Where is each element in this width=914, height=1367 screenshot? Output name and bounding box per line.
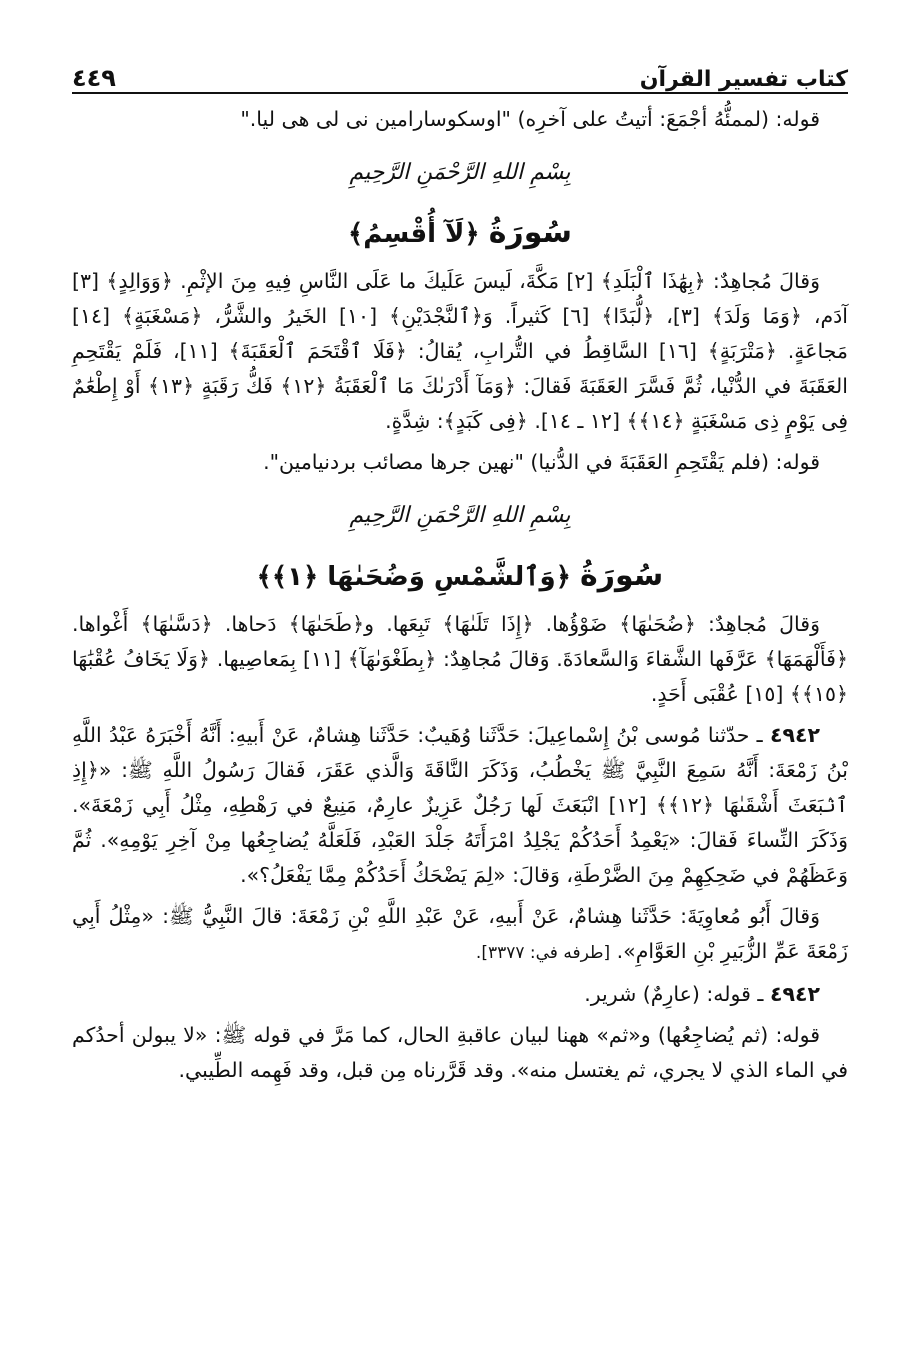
- surah-word: سُورَةُ: [580, 558, 664, 593]
- hadith-number: ٤٩٤٢: [769, 982, 820, 1006]
- commentary-paragraph: قوله: (ثم يُضاجِعُها) و«ثم» ههنا لبيان عاقبةِ الحال، كما مَرَّ في قوله ﷺ: «لا يبولن أحدُكم في الماء الذي لا يجري، ثم يغتسل منه». وقد قَرَّرناه مِن قبل، وقد فَهِمه الطِّيبي.: [72, 1023, 848, 1082]
- basmala-heading: بِسْمِ اللهِ الرَّحْمَنِ الرَّحِيمِ: [349, 503, 571, 528]
- tafsir-paragraph: وَقالَ مُجاهِدٌ: ﴿بِهَٰذَا ٱلْبَلَدِ﴾ [٢] مَكَّةَ، لَيسَ عَلَيكَ ما عَلَى النَّاسِ فِيهِ مِنَ الإثْمِ. ﴿وَوَالِدٍ﴾ [٣] آدَم، ﴿وَمَا وَلَدَ﴾ [٣]، ﴿لُّبَدًا﴾ [٦] كَثيراً. وَ﴿ٱلنَّجْدَيْنِ﴾ [١٠] الخَيرُ والشَّرُّ، ﴿مَسْغَبَةٍ﴾ [١٤] مَجاعَةٍ. ﴿مَتْرَبَةٍ﴾ [١٦] السَّاقِطُ في التُّرابِ، يُقالُ: ﴿فَلَا ٱقْتَحَمَ ٱلْعَقَبَةَ﴾ [١١]، فَلَمْ يَقْتَحِمِ العَقَبَةَ في الدُّنْيا، ثُمَّ فَسَّرَ العَقَبَةَ فَقالَ: ﴿وَمَآ أَدْرَىٰكَ مَا ٱلْعَقَبَةُ ﴿١٢﴾ فَكُّ رَقَبَةٍ ﴿١٣﴾ أَوْ إِطْعَٰمٌ فِى يَوْمٍ ذِى مَسْغَبَةٍ ﴿١٤﴾﴾ [١٢ ـ ١٤]. ﴿فِى كَبَدٍ﴾: شِدَّةٍ.: [72, 269, 848, 433]
- commentary-paragraph: قوله: (لممئُّهُ أجْمَعَ: أتيتُ على آخرِه) "اوسكوسارامين نى لى هى ليا.": [240, 107, 820, 131]
- book-title: كتاب تفسير القرآن: [639, 67, 848, 92]
- surah-word: سُورَةُ: [488, 215, 573, 250]
- hadith-paragraph: [72, 899, 848, 971]
- page-number: ٤٤٩: [72, 64, 116, 92]
- tafsir-paragraph: وَقالَ مُجاهِدٌ: ﴿ضُحَىٰهَا﴾ ضَوْؤُها. ﴿إِذَا تَلَىٰهَا﴾ تَبِعَها. و﴿طَحَىٰهَا﴾ دَحاها. ﴿دَسَّىٰهَا﴾ أَغْواها. ﴿فَأَلْهَمَهَا﴾ عَرَّفَها الشَّقاءَ وَالسَّعادَةَ. وَقالَ مُجاهِدٌ: ﴿بِطَغْوَىٰهَآ﴾ [١١] بِمَعاصِيها. ﴿وَلَا يَخَافُ عُقْبَٰهَا ﴿١٥﴾﴾ [١٥] عُقْبَى أَحَدٍ.: [72, 612, 848, 706]
- surah-name: ﴿وَٱلشَّمْسِ وَضُحَىٰهَا ﴿١﴾﴾: [256, 562, 571, 592]
- surah-heading: [72, 546, 848, 607]
- commentary-paragraph: قوله: (فلم يَقْتَحِمِ العَقَبَةَ في الدُّنيا) "نهين جرها مصائب بردنيامين".: [263, 450, 820, 474]
- hadith-text: ـ حدّثنا مُوسى بْنُ إِسْماعِيلَ: حَدَّثَنا وُهَيبٌ: حَدَّثَنا هِشامٌ، عَنْ أَبيهِ: أَنَّهُ أَخْبَرَهُ عَبْدُ اللَّهِ بْنُ زَمْعَةَ: أَنَّهُ سَمِعَ النَّبِيَّ ﷺ يَخْطُبُ، وَذَكَرَ النَّاقَةَ وَالَّذي عَقَرَ، فَقالَ رَسُولُ اللَّهِ ﷺ: «﴿إِذِ ٱنۢبَعَثَ أَشْقَىٰهَا ﴿١٢﴾﴾ [١٢] انْبَعَثَ لَها رَجُلٌ عَزِيزٌ عارِمٌ، مَنِيعٌ في رَهْطِهِ، مِثْلُ أَبِي زَمْعَةَ». وَذَكَرَ النِّساءَ فَقالَ: «يَعْمِدُ أَحَدُكُمْ يَجْلِدُ امْرَأَتَهُ جَلْدَ العَبْدِ، فَلَعَلَّهُ يُضاجِعُها مِنْ آخِرِ يَوْمِهِ». ثُمَّ وَعَظَهُمْ في ضَحِكِهِمْ مِنَ الضَّرْطَةِ، وَقالَ: «لِمَ يَضْحَكُ أَحَدُكُمْ مِمَّا يَفْعَلُ؟».: [72, 723, 848, 887]
- commentary-text: ـ قوله: (عارِمٌ) شرير.: [584, 982, 764, 1006]
- book-page: [72, 50, 848, 1350]
- commentary-paragraph: [72, 977, 848, 1012]
- hadith-paragraph: [72, 718, 848, 893]
- surah-heading: [72, 203, 848, 264]
- basmala-heading: بِسْمِ اللهِ الرَّحْمَنِ الرَّحِيمِ: [349, 160, 571, 185]
- cross-reference: [طرفه في: ٣٣٧٧].: [475, 943, 611, 963]
- running-header: [72, 50, 848, 94]
- surah-name: ﴿لَآ أُقْسِمُ﴾: [347, 219, 480, 249]
- hadith-number: ٤٩٤٢: [769, 723, 820, 747]
- hadith-text: وَقالَ أَبُو مُعاوِيَةَ: حَدَّثَنا هِشامٌ، عَنْ أَبيهِ، عَنْ عَبْدِ اللَّهِ بْنِ زَمْعَةَ: قالَ النَّبِيُّ ﷺ: «مِثْلُ أَبِي زَمْعَةَ عَمِّ الزُّبَيرِ بْنِ العَوَّامِ».: [72, 904, 848, 963]
